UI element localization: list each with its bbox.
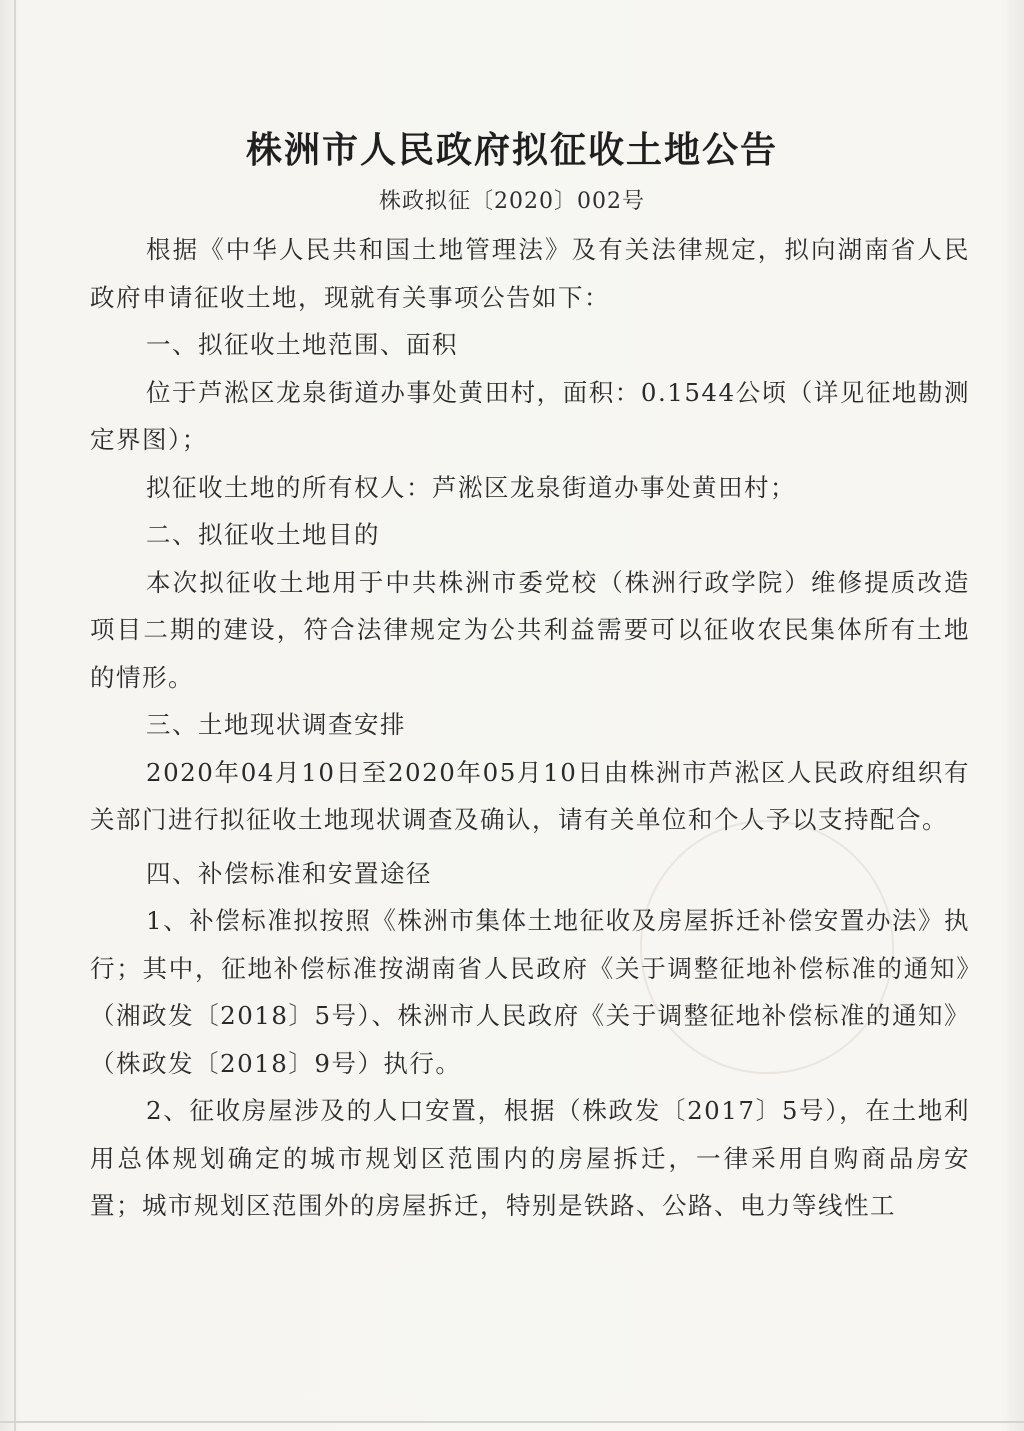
- heading-section-4: 四、补偿标准和安置途径: [146, 858, 432, 888]
- paragraph-intro: 根据《中华人民共和国土地管理法》及有关法律规定，拟向湖南省人民政府申请征收土地，现就有关事项公告如下：: [90, 235, 970, 312]
- heading-section-1: 一、拟征收土地范围、面积: [146, 330, 458, 359]
- paragraph-survey: 2020年04月10日至2020年05月10日由株洲市芦淞区人民政府组织有关部门进行拟征收土地现状调查及确认，请有关单位和个人予以支持配合。: [90, 757, 970, 834]
- heading-section-2: 二、拟征收土地目的: [146, 520, 380, 549]
- heading-section-3: 三、土地现状调查安排: [146, 710, 406, 739]
- paragraph-location: 位于芦淞区龙泉街道办事处黄田村，面积：0.1544公顷（详见征地勘测定界图）；: [90, 377, 970, 454]
- paragraph-owner: 拟征收土地的所有权人：芦淞区龙泉街道办事处黄田村；: [146, 472, 796, 502]
- document-title: 株洲市人民政府拟征收土地公告: [245, 129, 778, 171]
- document-number: 株政拟征〔2020〕002号: [379, 189, 645, 214]
- paragraph-compensation-1: 1、补偿标准拟按照《株洲市集体土地征收及房屋拆迁补偿安置办法》执行；其中，征地补偿标准按湖南省人民政府《关于调整征地补偿标准的通知》（湘政发〔2018〕5号）、株洲市人民政府《关于调整征地补偿标准的通知》（株政发〔2018〕9号）执行。: [90, 906, 970, 1078]
- paragraph-compensation-2: 2、征收房屋涉及的人口安置，根据（株政发〔2017〕5号），在土地利用总体规划确定的城市规划区范围内的房屋拆迁，一律采用自购商品房安置；城市规划区范围外的房屋拆迁，特别是铁路、公路、电力等线性工: [90, 1096, 970, 1220]
- page-edge-bottom: [0, 1421, 1024, 1423]
- paragraph-purpose: 本次拟征收土地用于中共株洲市委党校（株洲行政学院）维修提质改造项目二期的建设，符合法律规定为公共利益需要可以征收农民集体所有土地的情形。: [90, 567, 970, 692]
- document-body: [90, 226, 970, 1230]
